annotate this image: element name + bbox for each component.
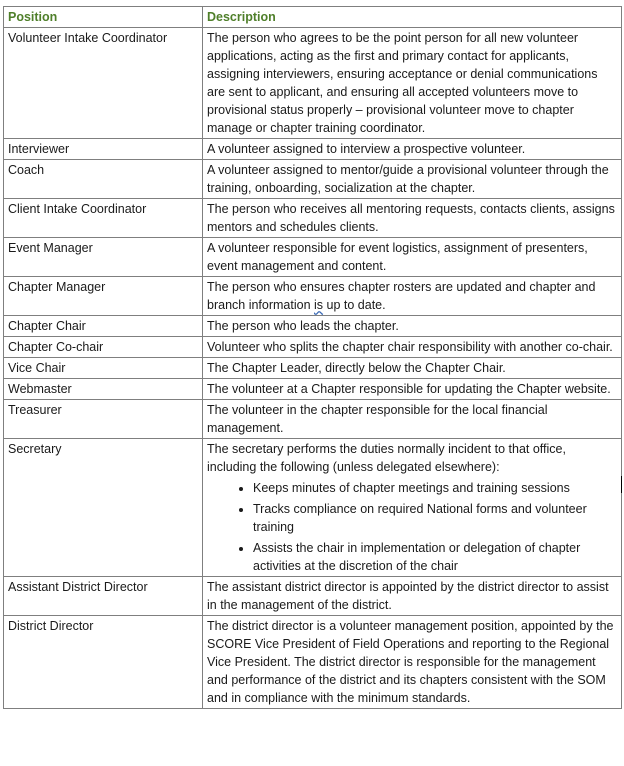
position-cell: Chapter Chair	[4, 316, 203, 337]
position-cell: Treasurer	[4, 400, 203, 439]
table-row	[4, 439, 622, 577]
position-cell: Vice Chair	[4, 358, 203, 379]
description-cell	[203, 439, 622, 577]
description-cell: The volunteer at a Chapter responsible for updating the Chapter website.	[203, 379, 622, 400]
description-cell	[203, 277, 622, 316]
position-header: Position	[4, 7, 203, 28]
table-row	[4, 28, 622, 139]
bullet-list	[207, 479, 617, 575]
description-cell: A volunteer assigned to mentor/guide a provisional volunteer through the training, onboarding, socialization at the chapter.	[203, 160, 622, 199]
table-row	[4, 616, 622, 709]
positions-table	[3, 6, 622, 709]
description-cell: The person who leads the chapter.	[203, 316, 622, 337]
spellcheck-underlined-word: is	[314, 298, 324, 312]
table-row	[4, 400, 622, 439]
description-cell: The person who receives all mentoring requests, contacts clients, assigns mentors and schedules clients.	[203, 199, 622, 238]
position-cell: Secretary	[4, 439, 203, 577]
text-cursor	[621, 476, 622, 493]
description-cell: The person who agrees to be the point person for all new volunteer applications, acting as the first and primary contact for applicants, assigning interviewers, ensuring acceptance or denial communications are sent to applicant, and ensuring all accepted volunteers move to provisional status properly – provisional volunteer move to chapter manage or chapter training coordinator.	[203, 28, 622, 139]
description-cell: The district director is a volunteer management position, appointed by the SCORE Vice President of Field Operations and reporting to the Regional Vice President. The district director is responsible for the management and performance of the district and its chapters consistent with the SOM and in compliance with the minimum standards.	[203, 616, 622, 709]
description-cell: Volunteer who splits the chapter chair responsibility with another co-chair.	[203, 337, 622, 358]
table-row	[4, 337, 622, 358]
description-cell: A volunteer assigned to interview a prospective volunteer.	[203, 139, 622, 160]
position-cell: Chapter Co-chair	[4, 337, 203, 358]
description-cell: A volunteer responsible for event logistics, assignment of presenters, event management and content.	[203, 238, 622, 277]
table-row	[4, 379, 622, 400]
description-cell: The Chapter Leader, directly below the Chapter Chair.	[203, 358, 622, 379]
description-cell: The assistant district director is appointed by the district director to assist in the management of the district.	[203, 577, 622, 616]
description-header: Description	[203, 7, 622, 28]
position-cell: District Director	[4, 616, 203, 709]
position-cell: Webmaster	[4, 379, 203, 400]
list-item: • Assists the chair in implementation or delegation of chapter activities at the discretion of the chair	[253, 539, 617, 575]
table-row	[4, 358, 622, 379]
list-item: • Keeps minutes of chapter meetings and training sessions	[253, 479, 617, 497]
position-cell: Event Manager	[4, 238, 203, 277]
header-row	[4, 7, 622, 28]
description-cell: The volunteer in the chapter responsible for the local financial management.	[203, 400, 622, 439]
table-row	[4, 577, 622, 616]
table-row	[4, 277, 622, 316]
position-cell: Interviewer	[4, 139, 203, 160]
table-row	[4, 238, 622, 277]
list-item: • Tracks compliance on required National forms and volunteer training	[253, 500, 617, 536]
description-text: up to date.	[323, 298, 386, 312]
table-row	[4, 199, 622, 238]
table-row	[4, 160, 622, 199]
position-cell: Client Intake Coordinator	[4, 199, 203, 238]
table-row	[4, 316, 622, 337]
description-text: The person who ensures chapter rosters are updated and chapter and branch information	[207, 280, 596, 312]
position-cell: Volunteer Intake Coordinator	[4, 28, 203, 139]
position-cell: Assistant District Director	[4, 577, 203, 616]
table-row	[4, 139, 622, 160]
position-cell: Coach	[4, 160, 203, 199]
description-text: The secretary performs the duties normally incident to that office, including the following (unless delegated elsewhere):	[207, 442, 566, 474]
position-cell: Chapter Manager	[4, 277, 203, 316]
